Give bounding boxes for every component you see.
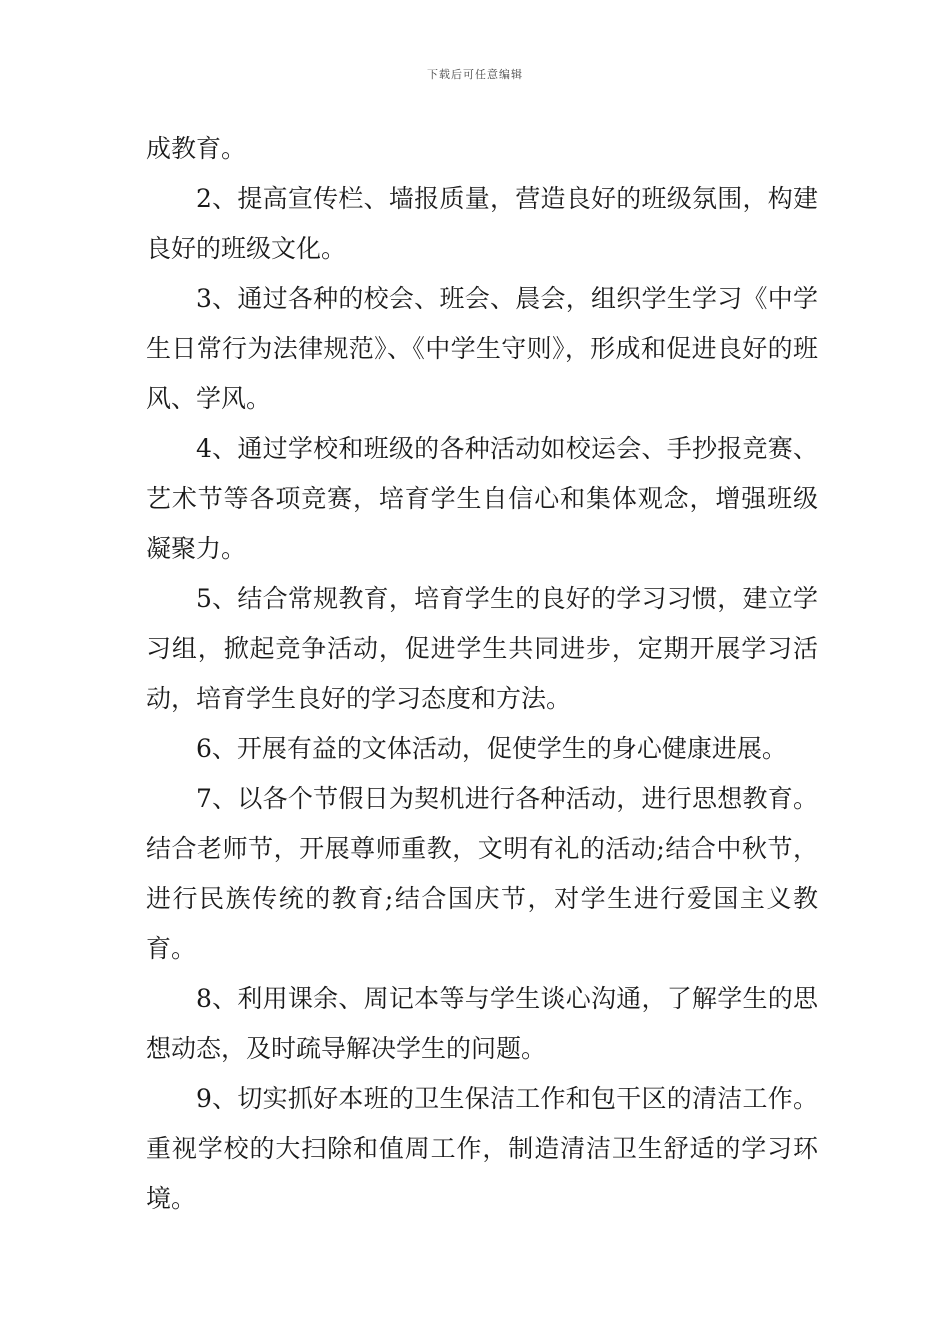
paragraph-continuation: 成教育。 bbox=[146, 134, 247, 163]
paragraph-item-3: 3、通过各种的校会、班会、晨会，组织学生学习《中学生日常行为法律规范》、《中学生守则》，形成和促进良好的班风、学风。 bbox=[146, 284, 818, 413]
paragraph-item-7: 7、以各个节假日为契机进行各种活动，进行思想教育。结合老师节，开展尊师重教，文明有礼的活动;结合中秋节，进行民族传统的教育;结合国庆节，对学生进行爱国主义教育。 bbox=[146, 784, 818, 963]
paragraph-item-6: 6、开展有益的文体活动，促使学生的身心健康进展。 bbox=[196, 734, 787, 763]
page-header: 下载后可任意编辑 bbox=[427, 68, 523, 81]
document-body bbox=[146, 124, 818, 1224]
paragraph-item-2: 2、提高宣传栏、墙报质量，营造良好的班级氛围，构建良好的班级文化。 bbox=[146, 184, 818, 263]
paragraph-item-5: 5、结合常规教育，培育学生的良好的学习习惯，建立学习组，掀起竞争活动，促进学生共同进步，定期开展学习活动，培育学生良好的学习态度和方法。 bbox=[146, 584, 818, 713]
paragraph-item-4: 4、通过学校和班级的各种活动如校运会、手抄报竞赛、艺术节等各项竞赛，培育学生自信心和集体观念，增强班级凝聚力。 bbox=[146, 434, 818, 563]
paragraph-item-8: 8、利用课余、周记本等与学生谈心沟通，了解学生的思想动态，及时疏导解决学生的问题。 bbox=[146, 984, 818, 1063]
paragraph-item-9: 9、切实抓好本班的卫生保洁工作和包干区的清洁工作。重视学校的大扫除和值周工作，制造清洁卫生舒适的学习环境。 bbox=[146, 1084, 818, 1213]
